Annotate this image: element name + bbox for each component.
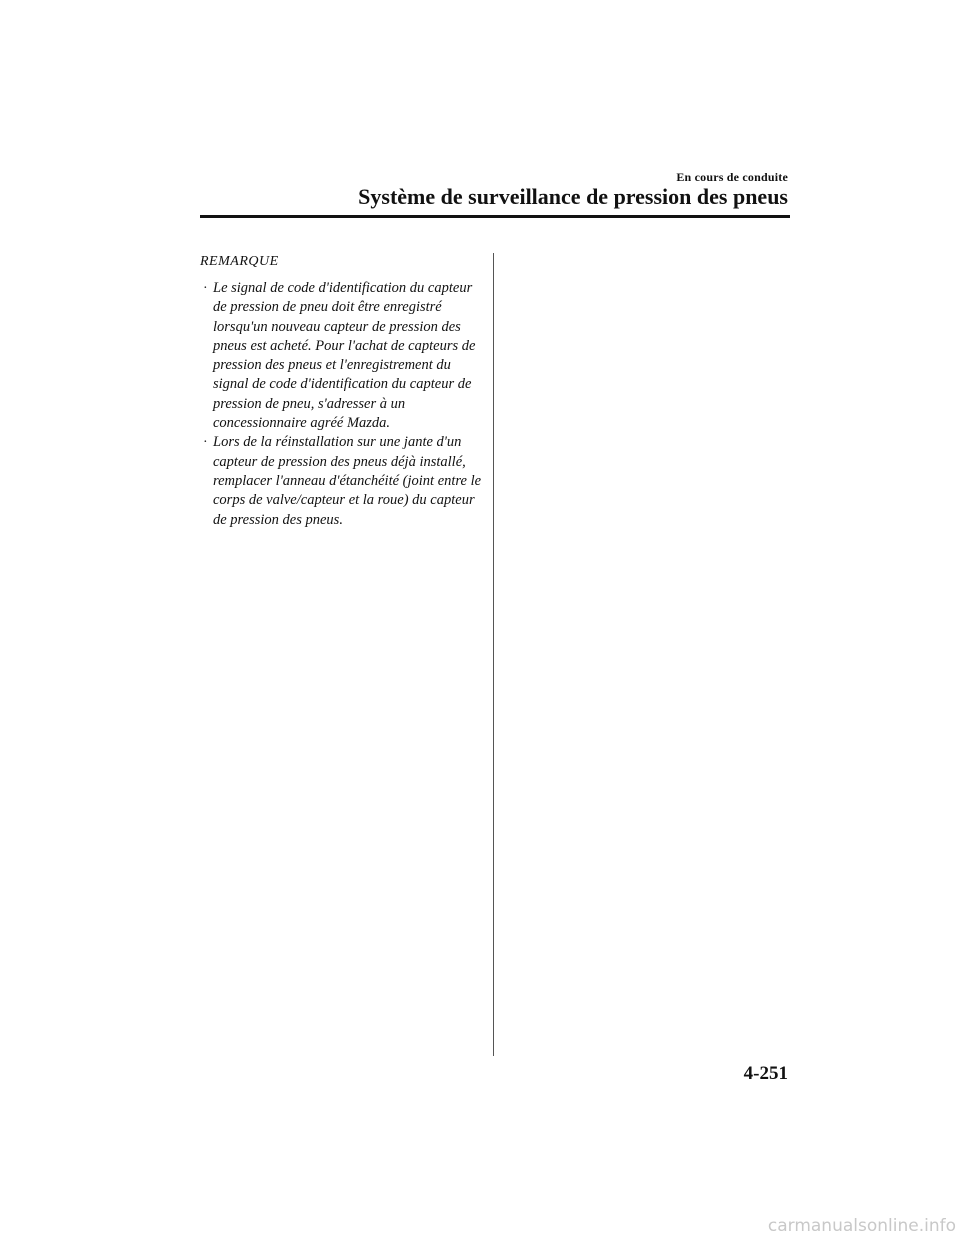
column-divider xyxy=(493,253,494,1056)
section-label: En cours de conduite xyxy=(676,170,788,184)
list-item xyxy=(200,433,485,529)
page-title: Système de surveillance de pression des pneus xyxy=(358,184,788,209)
header-rule xyxy=(200,215,790,218)
list-item xyxy=(200,279,485,433)
watermark: carmanualsonline.info xyxy=(767,1216,956,1236)
note-heading: REMARQUE xyxy=(200,254,279,269)
bullet-icon: · xyxy=(203,281,208,296)
list-item-text: Le signal de code d'identification du capteur de pression de pneu doit être enregistré lorsqu'un nouveau capteur de pression des pneus est acheté. Pour l'achat de capteurs de pression des pneus et l'enregistrement du signal de code d'identification du capteur de pression de pneu, s'adresser à un concessionnaire agréé Mazda. xyxy=(213,280,476,432)
bullet-icon: · xyxy=(203,435,208,451)
note-block xyxy=(200,253,485,530)
note-list xyxy=(200,279,485,530)
list-item-text: Lors de la réinstallation sur une jante d'un capteur de pression des pneus déjà installé, remplacer l'anneau d'étanchéité (joint entre le corps de valve/capteur et la roue) du capteur de pression des pneus. xyxy=(213,434,482,528)
page-number: 4-251 xyxy=(743,1063,788,1084)
